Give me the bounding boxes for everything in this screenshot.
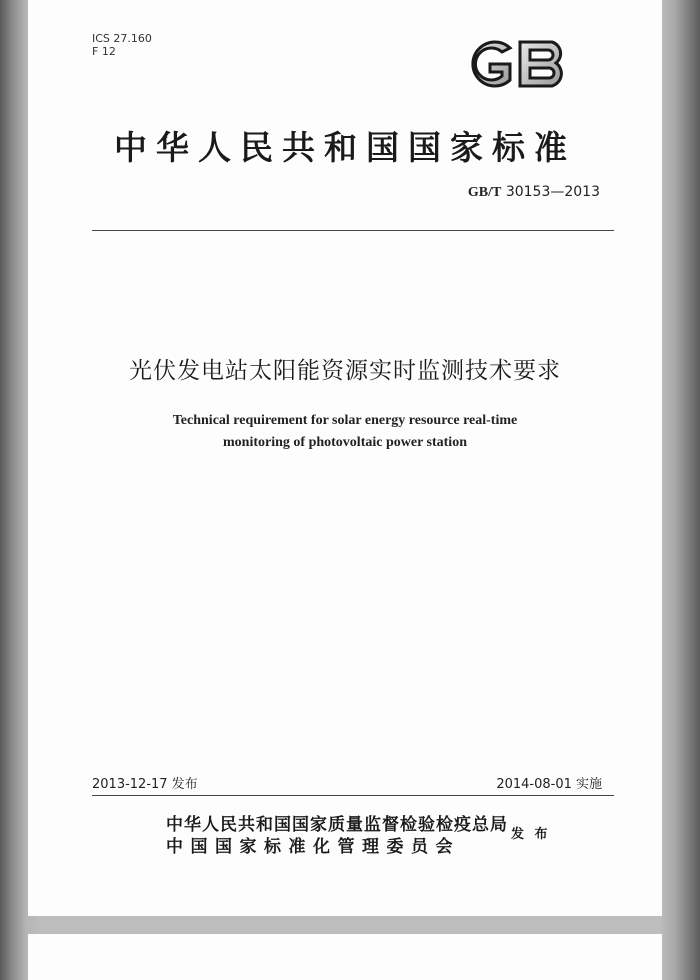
footer-divider [92,795,614,796]
next-page [28,934,662,980]
implementation-date: 2014-08-01 实施 [496,777,602,792]
publish-label: 发 布 [511,827,548,842]
document-page [28,0,662,916]
issue-date: 2013-12-17 发布 [92,777,198,792]
chinese-title: 光伏发电站太阳能资源实时监测技术要求 [129,358,561,384]
authority-line1: 中华人民共和国国家质量监督检验检疫总局 [166,815,508,835]
header-divider [92,230,614,231]
gb-logo [452,36,580,92]
classification-code: F 12 [92,45,116,58]
classification-block [92,32,152,58]
standard-number: 30153—2013 [505,184,600,200]
english-title-line1: Technical requirement for solar energy resource real-time [172,413,518,428]
standard-prefix: GB/T [467,185,502,200]
english-title [28,410,662,454]
issuing-authorities [166,814,508,858]
ics-code: ICS 27.160 [92,32,152,45]
standard-code [468,184,600,201]
authority-line2: 中国国家标准化管理委员会 [166,837,460,857]
national-standard-title: 中华人民共和国国家标准 [114,128,576,167]
english-title-line2: monitoring of photovoltaic power station [223,435,467,450]
